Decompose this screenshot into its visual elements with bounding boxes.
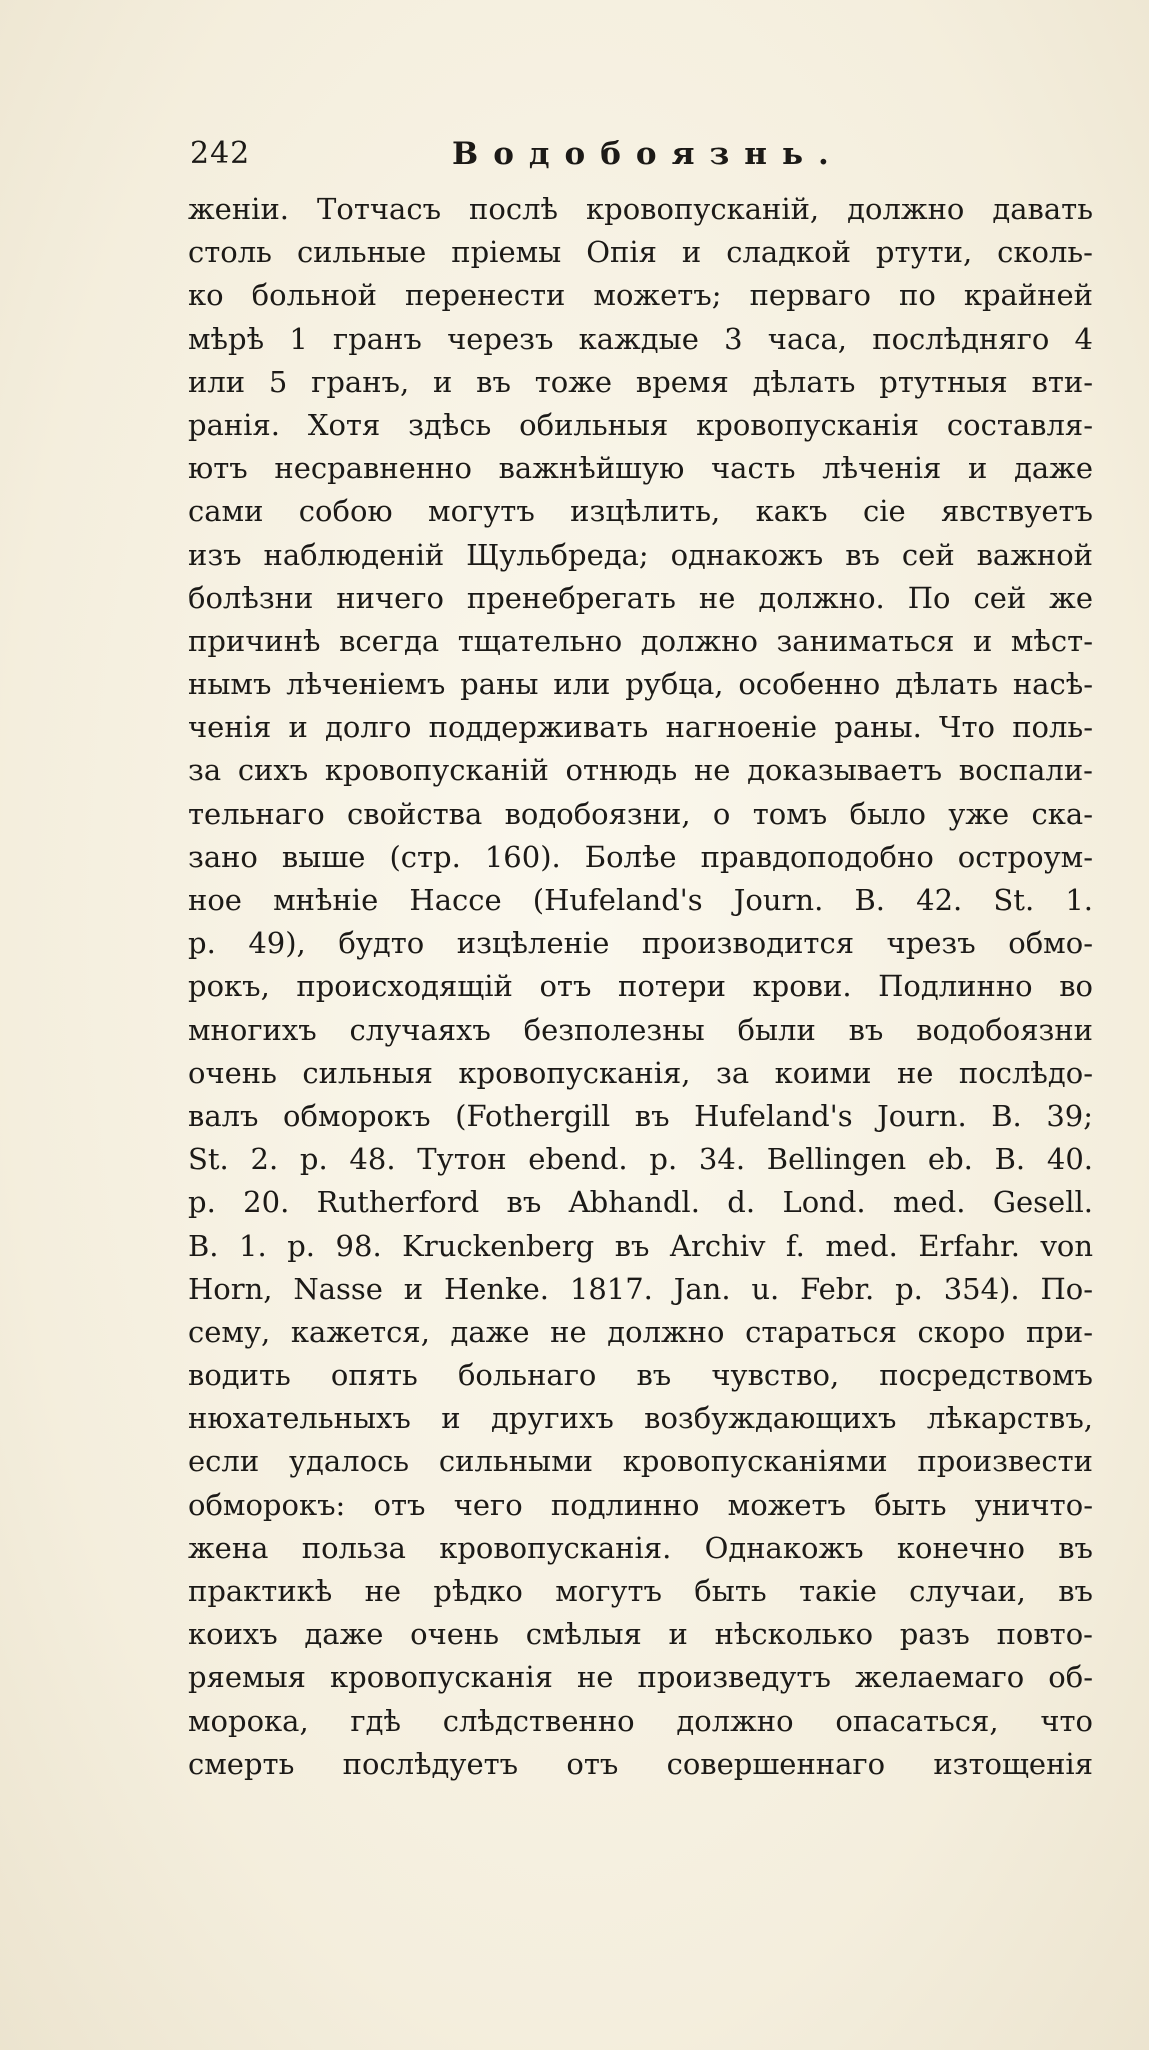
text-line: столь сильные пріемы Опія и сладкой ртути, сколь- (188, 235, 1093, 270)
text-line: валъ обморокъ (Fothergill въ Hufeland's Journ. B. 39; (188, 1098, 1093, 1133)
text-line: обморокъ: отъ чего подлинно можетъ быть уничто- (188, 1487, 1093, 1522)
text-line: ко больной перенести можетъ; перваго по крайней (188, 278, 1093, 313)
text-line: многихъ случаяхъ безполезны были въ водобоязни (188, 1012, 1093, 1047)
text-line: если удалось сильными кровопусканіями произвести (188, 1444, 1093, 1479)
text-line: за сихъ кровопусканій отнюдь не доказываетъ воспали- (188, 753, 1093, 788)
text-line: ютъ несравненно важнѣйшую часть лѣченія и даже (188, 451, 1093, 486)
text-line: ченія и долго поддерживать нагноеніе раны. Что поль- (188, 710, 1093, 745)
page-number: 242 (190, 136, 251, 171)
text-line: практикѣ не рѣдко могутъ быть такіе случаи, въ (188, 1574, 1093, 1608)
text-line: болѣзни ничего пренебрегать не должно. По сей же (188, 580, 1093, 615)
text-line: тельнаго свойства водобоязни, о томъ было уже ска- (188, 796, 1093, 831)
text-line: St. 2. p. 48. Тутон ebend. p. 34. Bellingen eb. B. 40. (188, 1142, 1093, 1177)
text-line: водить опять больнаго въ чувство, посредствомъ (188, 1358, 1093, 1393)
text-line: рокъ, происходящій отъ потери крови. Подлинно во (188, 969, 1093, 1004)
text-line: очень сильныя кровопусканія, за коими не послѣдо- (188, 1055, 1093, 1090)
text-line: p. 49), будто изцѣленіе производится чрезъ обмо- (188, 926, 1093, 961)
text-line: сему, кажется, даже не должно стараться скоро при- (188, 1314, 1093, 1349)
page-header (190, 136, 1090, 176)
text-line: нюхательныхъ и другихъ возбуждающихъ лѣкарствъ, (188, 1401, 1093, 1436)
text-line: женіи. Тотчасъ послѣ кровопусканій, должно давать (188, 192, 1093, 226)
text-line: жена польза кровопусканія. Однакожъ конечно въ (188, 1530, 1093, 1565)
text-line: изъ наблюденій Щульбреда; однакожъ въ сей важной (188, 537, 1093, 572)
running-title: Водобоязнь. (452, 136, 844, 172)
text-line: смерть послѣдуетъ отъ совершеннаго изтощенія (188, 1746, 1093, 1781)
text-line: морока, гдѣ слѣдственно должно опасаться, что (188, 1703, 1093, 1738)
text-line: коихъ даже очень смѣлыя и нѣсколько разъ повто- (188, 1617, 1093, 1652)
text-line: зано выше (стр. 160). Болѣе правдоподобно остроум- (188, 839, 1093, 874)
text-line: мѣрѣ 1 гранъ черезъ каждые 3 часа, послѣдняго 4 (188, 321, 1093, 356)
text-line: ранія. Хотя здѣсь обильныя кровопусканія составля- (188, 407, 1093, 442)
text-line: причинѣ всегда тщательно должно заниматься и мѣст- (188, 623, 1093, 658)
text-line: ное мнѣніе Нассе (Hufeland's Journ. B. 42. St. 1. (188, 883, 1093, 917)
text-line: сами собою могутъ изцѣлить, какъ сіе явствуетъ (188, 494, 1093, 529)
text-line: p. 20. Rutherford въ Abhandl. d. Lond. med. Gesell. (188, 1185, 1093, 1220)
text-line: Horn, Nasse и Henke. 1817. Jan. u. Febr. p. 354). По- (188, 1271, 1093, 1306)
body-text (188, 188, 1093, 1786)
text-line: B. 1. p. 98. Kruckenberg въ Archiv f. med. Erfahr. von (188, 1228, 1093, 1263)
text-line: ряемыя кровопусканія не произведутъ желаемаго об- (188, 1660, 1093, 1695)
text-line: нымъ лѣченіемъ раны или рубца, особенно дѣлать насѣ- (188, 667, 1093, 702)
text-line: или 5 гранъ, и въ тоже время дѣлать ртутныя вти- (188, 364, 1093, 399)
